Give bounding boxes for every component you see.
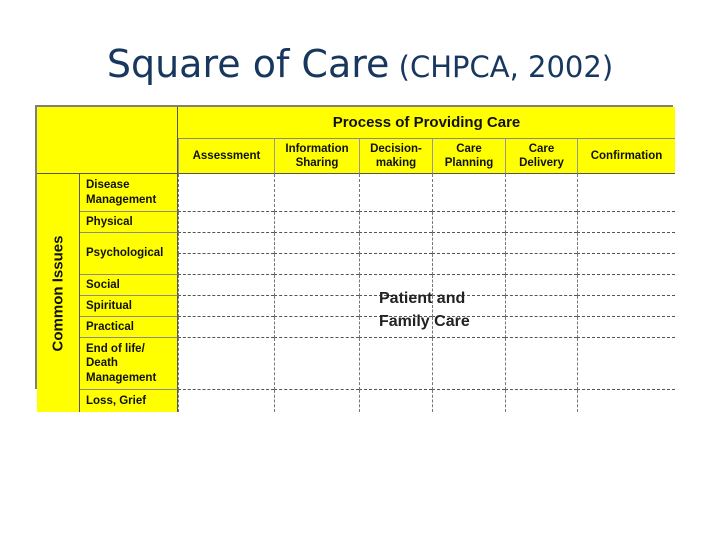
- table-cell: [505, 338, 577, 390]
- table-cell: [577, 296, 675, 317]
- table-cell: [505, 174, 577, 212]
- table-cell: [178, 296, 274, 317]
- table-cell: [505, 212, 577, 233]
- table-cell: [432, 254, 505, 275]
- row-label-physical: Physical: [80, 212, 178, 233]
- table-cell: [359, 233, 432, 254]
- table-cell: [359, 390, 432, 412]
- table-cell: [178, 174, 274, 212]
- table-cell: [359, 174, 432, 212]
- table-cell: [577, 275, 675, 296]
- table-cell: [432, 317, 505, 338]
- table-cell: [432, 233, 505, 254]
- table-cell: [274, 275, 359, 296]
- row-label-end-of-life: End of life/ Death Management: [80, 338, 178, 390]
- column-header-confirmation: Confirmation: [577, 139, 675, 174]
- table-cell: [359, 317, 432, 338]
- table-cell: [432, 212, 505, 233]
- process-header: Process of Providing Care: [178, 107, 675, 139]
- table-cell: [274, 212, 359, 233]
- table-cell: [432, 174, 505, 212]
- table-cell: [577, 174, 675, 212]
- table-cell: [505, 233, 577, 254]
- table-cell: [274, 296, 359, 317]
- table-cell: [178, 254, 274, 275]
- table-cell: [505, 254, 577, 275]
- column-header-decision-making: Decision- making: [359, 139, 432, 174]
- table-cell: [274, 390, 359, 412]
- table-cell: [359, 275, 432, 296]
- table-cell: [274, 317, 359, 338]
- table-cell: [274, 174, 359, 212]
- table-cell: [432, 296, 505, 317]
- table-cell: [178, 212, 274, 233]
- table-cell: [178, 338, 274, 390]
- row-label-psychological: Psychological: [80, 233, 178, 275]
- row-label-spiritual: Spiritual: [80, 296, 178, 317]
- row-label-social: Social: [80, 275, 178, 296]
- title-main: Square of Care: [106, 42, 390, 86]
- table-cell: [274, 254, 359, 275]
- row-label-disease-management: Disease Management: [80, 174, 178, 212]
- center-label-patient-family-care: Patient and Family Care: [379, 290, 470, 330]
- table-cell: [577, 233, 675, 254]
- table-cell: [359, 254, 432, 275]
- table-cell: [359, 338, 432, 390]
- title-subtitle: (CHPCA, 2002): [389, 50, 614, 84]
- side-label-common-issues: [37, 174, 80, 412]
- table-cell: [505, 275, 577, 296]
- table-cell: [577, 390, 675, 412]
- table-cell: [577, 338, 675, 390]
- column-header-care-delivery: Care Delivery: [505, 139, 577, 174]
- table-cell: [505, 390, 577, 412]
- row-label-loss-grief: Loss, Grief: [80, 390, 178, 412]
- side-label-text: Common Issues: [49, 235, 67, 351]
- table-cell: [505, 317, 577, 338]
- table-cell: [359, 212, 432, 233]
- row-label-practical: Practical: [80, 317, 178, 338]
- slide-title: [0, 42, 720, 86]
- table-cell: [178, 275, 274, 296]
- table-cell: [432, 338, 505, 390]
- table-cell: [178, 390, 274, 412]
- table-cell: [577, 212, 675, 233]
- table-cell: [274, 338, 359, 390]
- column-header-care-planning: Care Planning: [432, 139, 505, 174]
- table-cell: [432, 390, 505, 412]
- square-of-care-table: [35, 105, 673, 407]
- table-cell: [505, 296, 577, 317]
- table-cell: [359, 296, 432, 317]
- table-cell: [178, 317, 274, 338]
- table-cell: [432, 275, 505, 296]
- table-cell: [178, 233, 274, 254]
- column-header-information-sharing: Information Sharing: [274, 139, 359, 174]
- table-cell: [274, 233, 359, 254]
- table-corner: [37, 107, 178, 174]
- table-cell: [577, 317, 675, 338]
- column-header-assessment: Assessment: [178, 139, 274, 174]
- table-cell: [577, 254, 675, 275]
